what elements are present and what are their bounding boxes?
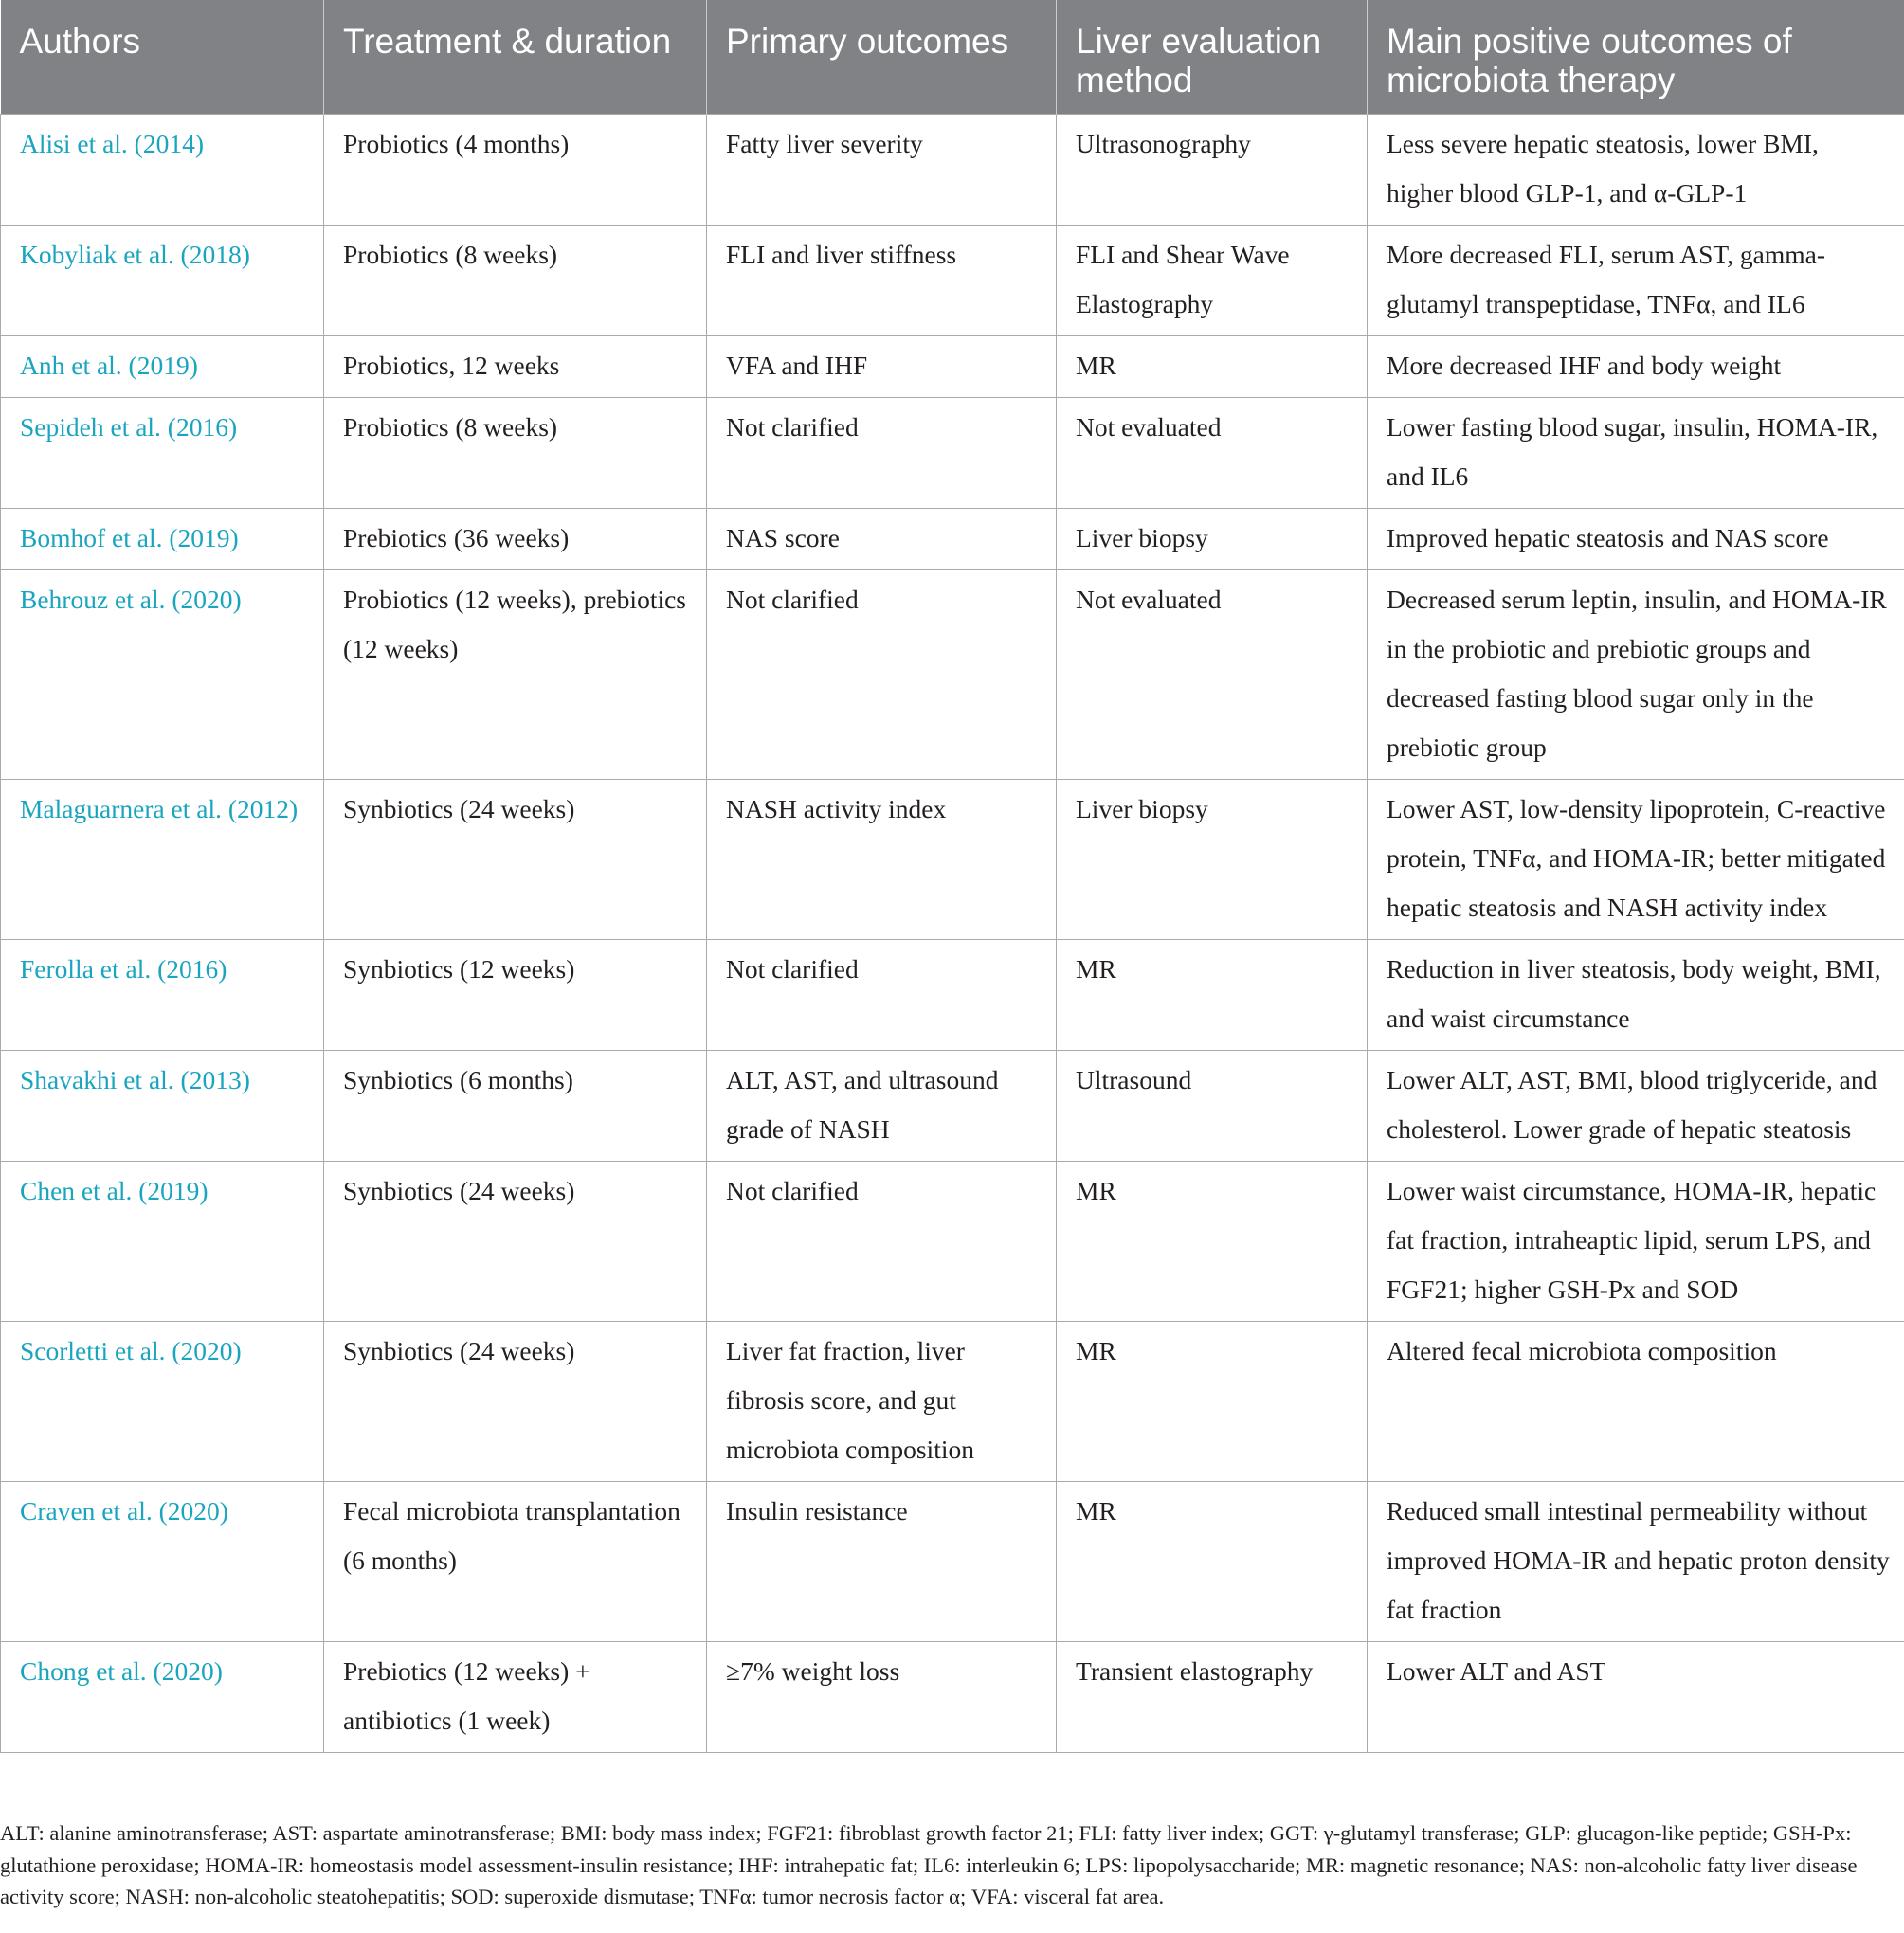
positive-outcome-cell: Reduced small intestinal permeability without improved HOMA-IR and hepatic proton density fat fraction: [1368, 1482, 1904, 1642]
evaluation-method-cell: Not evaluated: [1057, 570, 1368, 780]
primary-outcome-cell: Not clarified: [707, 940, 1057, 1051]
positive-outcome-cell: Less severe hepatic steatosis, lower BMI, higher blood GLP-1, and α-GLP-1: [1368, 115, 1904, 226]
table-row: [1, 509, 1904, 570]
positive-outcome-cell: More decreased IHF and body weight: [1368, 336, 1904, 398]
table-row: [1, 1051, 1904, 1162]
header-main-positive-outcomes: Main positive outcomes of microbiota therapy: [1368, 0, 1904, 115]
evaluation-method-cell: FLI and Shear Wave Elastography: [1057, 226, 1368, 336]
evaluation-method-cell: Liver biopsy: [1057, 780, 1368, 940]
evaluation-method-cell: MR: [1057, 1482, 1368, 1642]
table-row: [1, 780, 1904, 940]
primary-outcome-cell: Insulin resistance: [707, 1482, 1057, 1642]
positive-outcome-cell: Lower fasting blood sugar, insulin, HOMA-IR, and IL6: [1368, 398, 1904, 509]
author-link[interactable]: Anh et al. (2019): [1, 336, 324, 398]
positive-outcome-cell: Lower ALT, AST, BMI, blood triglyceride, and cholesterol. Lower grade of hepatic steatosis: [1368, 1051, 1904, 1162]
primary-outcome-cell: NASH activity index: [707, 780, 1057, 940]
primary-outcome-cell: VFA and IHF: [707, 336, 1057, 398]
positive-outcome-cell: More decreased FLI, serum AST, gamma-glutamyl transpeptidase, TNFα, and IL6: [1368, 226, 1904, 336]
treatment-cell: Probiotics (8 weeks): [324, 226, 707, 336]
header-primary-outcomes: Primary outcomes: [707, 0, 1057, 115]
table-row: [1, 115, 1904, 226]
primary-outcome-cell: Not clarified: [707, 398, 1057, 509]
author-link[interactable]: Chong et al. (2020): [1, 1642, 324, 1753]
treatment-cell: Fecal microbiota transplantation (6 months): [324, 1482, 707, 1642]
evaluation-method-cell: Ultrasound: [1057, 1051, 1368, 1162]
primary-outcome-cell: Not clarified: [707, 570, 1057, 780]
table-header: [1, 0, 1904, 115]
author-link[interactable]: Craven et al. (2020): [1, 1482, 324, 1642]
table-row: [1, 1162, 1904, 1322]
table-row: [1, 940, 1904, 1051]
treatment-cell: Synbiotics (24 weeks): [324, 780, 707, 940]
evaluation-method-cell: MR: [1057, 336, 1368, 398]
primary-outcome-cell: NAS score: [707, 509, 1057, 570]
positive-outcome-cell: Altered fecal microbiota composition: [1368, 1322, 1904, 1482]
treatment-cell: Synbiotics (24 weeks): [324, 1162, 707, 1322]
author-link[interactable]: Shavakhi et al. (2013): [1, 1051, 324, 1162]
treatment-cell: Synbiotics (6 months): [324, 1051, 707, 1162]
treatment-cell: Prebiotics (12 weeks) + antibiotics (1 week): [324, 1642, 707, 1753]
author-link[interactable]: Kobyliak et al. (2018): [1, 226, 324, 336]
table-row: [1, 570, 1904, 780]
evaluation-method-cell: Transient elastography: [1057, 1642, 1368, 1753]
header-liver-evaluation-method: Liver evaluation method: [1057, 0, 1368, 115]
evaluation-method-cell: MR: [1057, 940, 1368, 1051]
treatment-cell: Probiotics, 12 weeks: [324, 336, 707, 398]
positive-outcome-cell: Lower ALT and AST: [1368, 1642, 1904, 1753]
evaluation-method-cell: Not evaluated: [1057, 398, 1368, 509]
table-row: [1, 1322, 1904, 1482]
evaluation-method-cell: MR: [1057, 1162, 1368, 1322]
author-link[interactable]: Chen et al. (2019): [1, 1162, 324, 1322]
primary-outcome-cell: Fatty liver severity: [707, 115, 1057, 226]
positive-outcome-cell: Lower waist circumstance, HOMA-IR, hepatic fat fraction, intraheaptic lipid, serum LPS, and FGF21; higher GSH-Px and SOD: [1368, 1162, 1904, 1322]
positive-outcome-cell: Reduction in liver steatosis, body weight, BMI, and waist circumstance: [1368, 940, 1904, 1051]
table-footnote: ALT: alanine aminotransferase; AST: aspartate aminotransferase; BMI: body mass index; FGF21: fibroblast growth factor 21; FLI: fatty liver index; GGT: γ-glutamyl transferase; GLP: glucagon-like peptide; GSH-Px: glutathione peroxidase; HOMA-IR: homeostasis model assessment-insulin resistance; IHF: intrahepatic fat; IL6: interleukin 6; LPS: lipopolysaccharide; MR: magnetic resonance; NAS: non-alcoholic fatty liver disease activity score; NASH: non-alcoholic steatohepatitis; SOD: superoxide dismutase; TNFα: tumor necrosis factor α; VFA: visceral fat area.: [0, 1821, 1858, 1908]
evaluation-method-cell: Liver biopsy: [1057, 509, 1368, 570]
treatment-cell: Synbiotics (24 weeks): [324, 1322, 707, 1482]
treatment-cell: Prebiotics (36 weeks): [324, 509, 707, 570]
table-row: [1, 398, 1904, 509]
positive-outcome-cell: Lower AST, low-density lipoprotein, C-reactive protein, TNFα, and HOMA-IR; better mitigated hepatic steatosis and NASH activity index: [1368, 780, 1904, 940]
evaluation-method-cell: Ultrasonography: [1057, 115, 1368, 226]
treatment-cell: Synbiotics (12 weeks): [324, 940, 707, 1051]
positive-outcome-cell: Improved hepatic steatosis and NAS score: [1368, 509, 1904, 570]
header-row: [1, 0, 1904, 115]
primary-outcome-cell: ALT, AST, and ultrasound grade of NASH: [707, 1051, 1057, 1162]
treatment-cell: Probiotics (4 months): [324, 115, 707, 226]
header-authors: Authors: [1, 0, 324, 115]
evaluation-method-cell: MR: [1057, 1322, 1368, 1482]
table-row: [1, 1642, 1904, 1753]
treatment-cell: Probiotics (8 weeks): [324, 398, 707, 509]
primary-outcome-cell: Liver fat fraction, liver fibrosis score, and gut microbiota composition: [707, 1322, 1057, 1482]
table-row: [1, 226, 1904, 336]
primary-outcome-cell: FLI and liver stiffness: [707, 226, 1057, 336]
author-link[interactable]: Bomhof et al. (2019): [1, 509, 324, 570]
author-link[interactable]: Malaguarnera et al. (2012): [1, 780, 324, 940]
author-link[interactable]: Alisi et al. (2014): [1, 115, 324, 226]
header-treatment-duration: Treatment & duration: [324, 0, 707, 115]
primary-outcome-cell: Not clarified: [707, 1162, 1057, 1322]
author-link[interactable]: Sepideh et al. (2016): [1, 398, 324, 509]
primary-outcome-cell: ≥7% weight loss: [707, 1642, 1057, 1753]
treatment-cell: Probiotics (12 weeks), prebiotics (12 weeks): [324, 570, 707, 780]
author-link[interactable]: Scorletti et al. (2020): [1, 1322, 324, 1482]
table-row: [1, 1482, 1904, 1642]
table-body: [1, 115, 1904, 1753]
table-row: [1, 336, 1904, 398]
author-link[interactable]: Behrouz et al. (2020): [1, 570, 324, 780]
positive-outcome-cell: Decreased serum leptin, insulin, and HOMA-IR in the probiotic and prebiotic groups and decreased fasting blood sugar only in the prebiotic group: [1368, 570, 1904, 780]
author-link[interactable]: Ferolla et al. (2016): [1, 940, 324, 1051]
